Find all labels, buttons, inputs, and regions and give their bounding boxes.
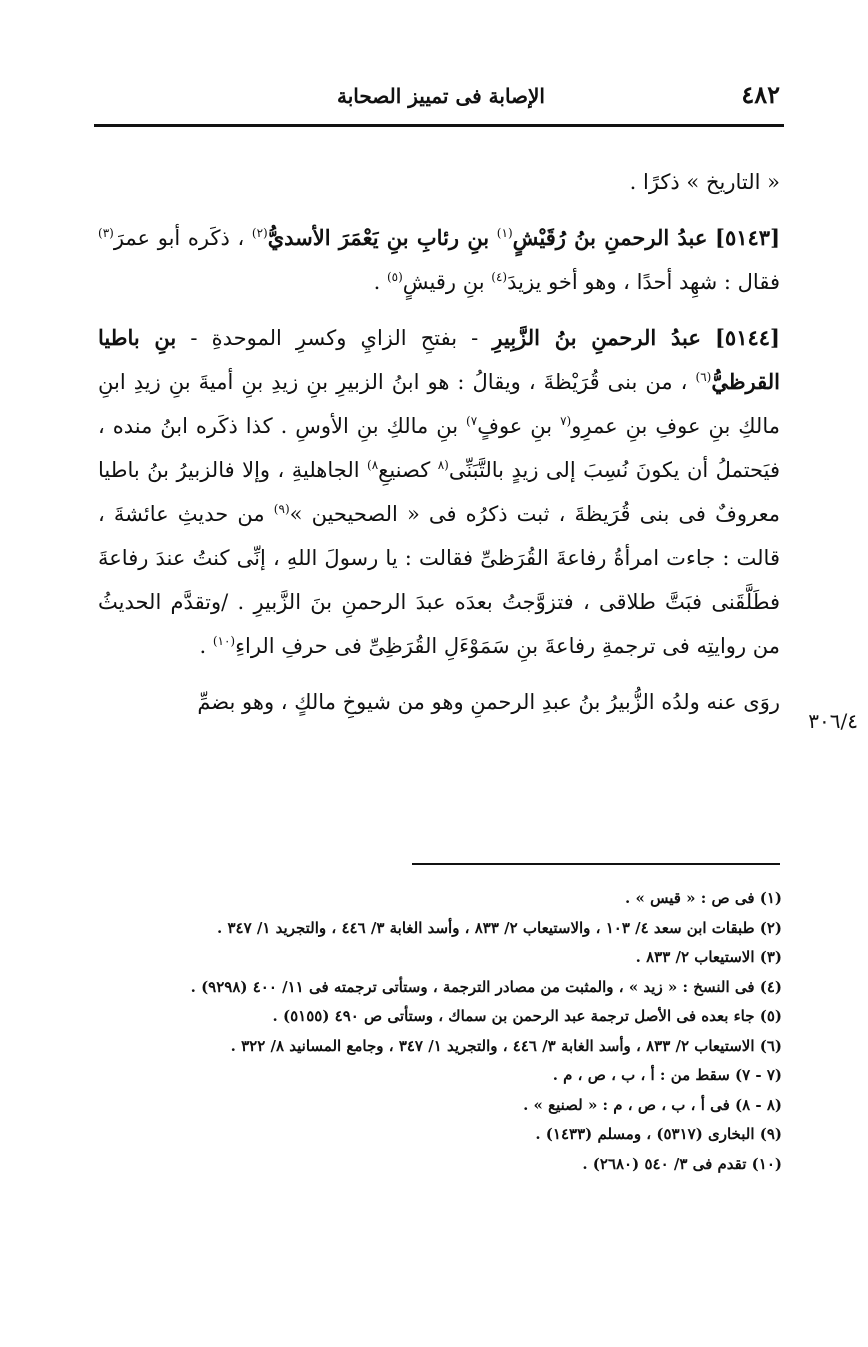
- footnote-ref[interactable]: (٤): [491, 270, 508, 284]
- entry-text: من حديثِ عائشةَ ، قالت : جاءت امرأةُ رفاعةَ القُرَظىِّ فقالت : يا رسولَ اللهِ ، إنِّى كنتُ عندَ رفاعةَ فطَلَّقَنى فبَتَّ طلاقى ، فتزوَّجتُ بعدَه عبدَ الرحمنِ بنَ الزَّبيرِ . /وتقدَّم الحديثُ من روايتِه فى ترجمةِ رفاعةَ بنِ سَمَوْءَلِ القُرَظِىِّ فى حرفِ الراءِ: [98, 502, 780, 658]
- entry-name-lineage: بنِ باطيا القرظيُّ: [98, 325, 780, 394]
- footnote-rule: [412, 863, 780, 865]
- entry-number: [٥١٤٤]: [714, 325, 780, 350]
- entry-text: بنِ رقيشٍ: [402, 270, 485, 294]
- page-header: [96, 80, 786, 122]
- footnote-ref[interactable]: (٢): [251, 226, 268, 240]
- header-rule: [94, 124, 784, 127]
- entry-text: كصنيعِ: [378, 458, 431, 482]
- footnote-ref[interactable]: (١): [496, 226, 513, 240]
- page-number: ٤٨٢: [741, 80, 780, 109]
- entry-name: عبدُ الرحمنِ بنُ الزَّبِيرِ: [492, 325, 701, 350]
- footnote-6: (٦) الاستيعاب ٢/ ٨٣٣ ، وأسد الغابة ٣/ ٤٤٦ ، والتجريد ١/ ٣٤٧ ، وجامع المسانيد ٨/ ٣٢٢ .: [230, 1036, 782, 1055]
- footnote-3: (٣) الاستيعاب ٢/ ٨٣٣ .: [635, 948, 782, 966]
- footnote-ref[interactable]: (٦): [695, 370, 712, 384]
- footnote-ref[interactable]: (٩): [273, 502, 290, 516]
- paragraph-text: روَى عنه ولدُه الزُّبيرُ بنُ عبدِ الرحمنِ وهو من شيوخِ مالكٍ ، وهو بضمِّ: [197, 690, 780, 714]
- footnote-ref[interactable]: (٣): [98, 226, 114, 240]
- footnote-1: (١) فى ص : « قيس » .: [625, 889, 782, 907]
- paragraph-continuation: [98, 680, 780, 724]
- entry-name: عبدُ الرحمنِ بنُ رُقَيْشٍ: [512, 225, 708, 250]
- footnote-ref[interactable]: (١٠): [212, 634, 236, 648]
- entry-text: بنِ عوفٍ: [477, 414, 553, 438]
- running-title: الإصابة فى تمييز الصحابة: [337, 84, 545, 108]
- footnote-9: (٩) البخارى (٥٣١٧) ، ومسلم (١٤٣٣) .: [535, 1125, 782, 1143]
- footnote-10: (١٠) تقدم فى ٣/ ٥٤٠ (٢٦٨٠) .: [582, 1154, 782, 1173]
- paragraph-text: « التاريخ » ذكرًا .: [629, 170, 780, 194]
- footnote-8: (٨ - ٨) فى أ ، ب ، ص ، م : « لصنيع » .: [523, 1095, 782, 1114]
- entry-5144: [98, 316, 780, 668]
- footnote-ref[interactable]: (٧: [560, 414, 572, 428]
- footnote-5: (٥) جاء بعده فى الأصل ترجمة عبد الرحمن بن سماك ، وستأتى ص ٤٩٠ (٥١٥٥) .: [272, 1007, 782, 1025]
- entry-text: الجاهليةِ ، وإلا فالزبيرُ بنُ باطيا معروفٌ فى بنى قُرَيظةَ ، ثبت ذكرُه فى « الصحيحين »: [98, 458, 780, 526]
- footnote-ref[interactable]: (٥): [386, 270, 403, 284]
- footnote-2: (٢) طبقات ابن سعد ٤/ ١٠٣ ، والاستيعاب ٢/ ٨٣٣ ، وأسد الغابة ٣/ ٤٤٦ ، والتجريد ١/ ٣٤٧ .: [217, 918, 782, 937]
- margin-reference: ٣٠٦/٤: [808, 709, 858, 733]
- main-text: [98, 160, 780, 736]
- entry-text: - بفتحِ الزايِ وكسرِ الموحدةِ -: [190, 326, 479, 350]
- entry-text: بنِ مالكِ بنِ الأوسِ . كذا ذكَره ابنُ منده ، فيَحتملُ أن يكونَ نُسِبَ إلى زيدٍ بالتَّبَنِّى: [98, 414, 780, 482]
- entry-5143: [98, 216, 780, 304]
- footnote-ref[interactable]: ٨): [367, 458, 379, 472]
- paragraph-intro: [98, 160, 780, 204]
- entry-text: ، ذكَره أبو عمرَ: [113, 226, 245, 250]
- footnote-ref[interactable]: ٧): [466, 414, 478, 428]
- entry-text: ، من بنى قُرَيْظةَ ، ويقالُ : هو ابنُ الزبيرِ بنِ زيدِ بنِ أميةَ بنِ زيدِ ابنِ مالكِ بنِ عوفِ بنِ عمرِو: [98, 370, 780, 438]
- footnotes: [98, 884, 782, 1179]
- entry-text: .: [373, 270, 381, 294]
- entry-text: .: [199, 634, 207, 658]
- entry-number: [٥١٤٣]: [715, 225, 780, 250]
- entry-text: فقال : شهِد أحدًا ، وهو أخو يزيدَ: [507, 270, 780, 294]
- footnote-7: (٧ - ٧) سقط من : أ ، ب ، ص ، م .: [552, 1066, 782, 1084]
- entry-name-lineage: بنِ رئابِ بنِ يَعْمَرَ الأسديُّ: [267, 225, 490, 250]
- footnote-ref[interactable]: (٨: [437, 458, 449, 472]
- footnote-4: (٤) فى النسخ : « زيد » ، والمثبت من مصادر الترجمة ، وستأتى ترجمته فى ١١/ ٤٠٠ (٩٢٩٨) .: [190, 977, 782, 996]
